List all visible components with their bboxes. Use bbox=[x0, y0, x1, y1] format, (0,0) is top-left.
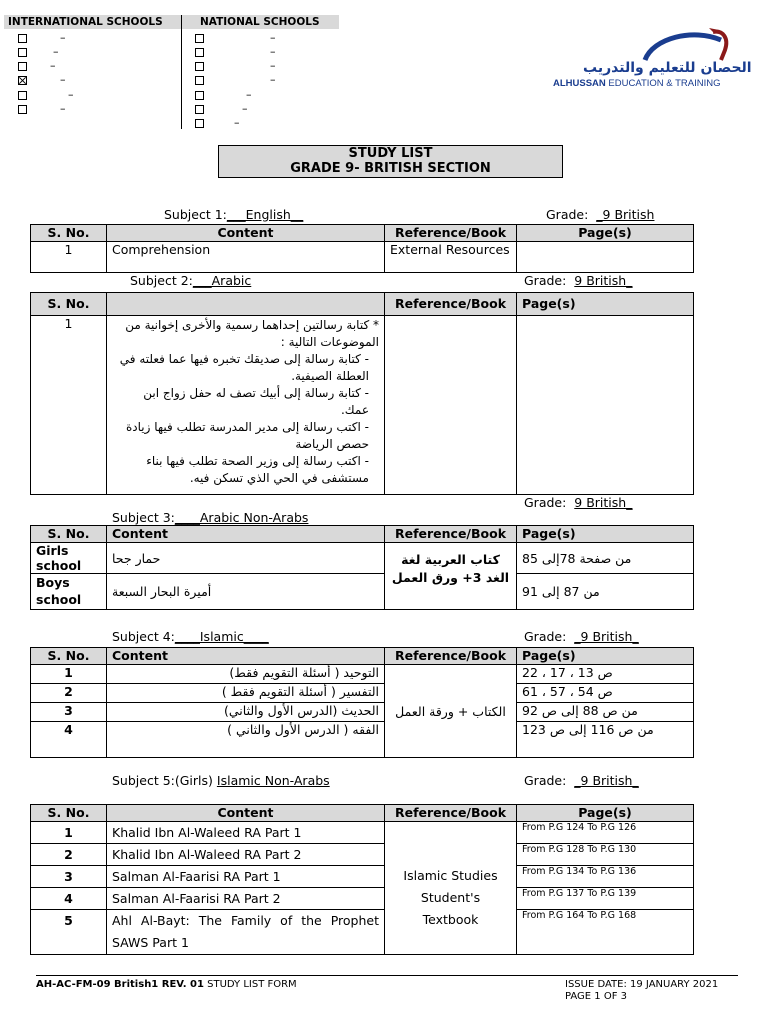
national-school-option-2 bbox=[195, 45, 276, 59]
dash-text: – bbox=[270, 73, 276, 86]
international-school-option-1 bbox=[18, 31, 66, 45]
arabic-item-3: - اكتب رسالة إلى مدير المدرسة تطلب فيها زيادة حصص الرياضة bbox=[126, 420, 369, 451]
header-sno: S. No. bbox=[31, 526, 107, 543]
cell-sno: 2 bbox=[31, 844, 107, 866]
subject-4-name: ____Islamic____ bbox=[174, 629, 269, 644]
grade-value: 9 British_ bbox=[574, 273, 633, 288]
table-row bbox=[31, 574, 694, 610]
cell-pages: From P.G 134 To P.G 136 bbox=[517, 866, 694, 888]
table-header-row bbox=[31, 225, 694, 242]
national-school-option-5 bbox=[195, 88, 252, 102]
checkbox-icon[interactable] bbox=[195, 105, 204, 114]
subject-1-line bbox=[164, 207, 303, 222]
table-row bbox=[31, 888, 694, 910]
table-row bbox=[31, 543, 694, 574]
subject-4-grade bbox=[524, 629, 639, 644]
title-line-2: GRADE 9- BRITISH SECTION bbox=[290, 161, 491, 176]
subject-2-table bbox=[30, 292, 694, 495]
dash-text: – bbox=[270, 45, 276, 58]
cell-pages: From P.G 164 To P.G 168 bbox=[517, 910, 694, 955]
header-content: Content bbox=[107, 526, 385, 543]
cell-pages: من 87 إلى 91 bbox=[517, 574, 694, 610]
national-school-option-4 bbox=[195, 73, 276, 87]
header-pages: Page(s) bbox=[517, 225, 694, 242]
header-pages: Page(s) bbox=[517, 805, 694, 822]
cell-content: Khalid Ibn Al-Waleed RA Part 2 bbox=[107, 844, 385, 866]
cell-sno: 4 bbox=[31, 722, 107, 758]
header-reference: Reference/Book bbox=[385, 526, 517, 543]
grade-label: Grade: bbox=[546, 207, 589, 222]
header-pages: Page(s) bbox=[517, 526, 694, 543]
checked-checkbox-icon[interactable] bbox=[18, 76, 27, 85]
table-row bbox=[31, 822, 694, 844]
cell-pages: ص 54 ، 57 ، 61 bbox=[517, 684, 694, 703]
arabic-item-1: - كتابة رسالة إلى صديقك تخبره فيها عما فعلته في العطلة الصيفية. bbox=[119, 352, 369, 383]
checkbox-icon[interactable] bbox=[18, 48, 27, 57]
international-schools-header bbox=[4, 15, 181, 29]
table-row bbox=[31, 684, 694, 703]
cell-content bbox=[107, 316, 385, 495]
document-title-box bbox=[218, 145, 563, 178]
national-schools-label: NATIONAL SCHOOLS bbox=[200, 16, 320, 28]
grade-label: Grade: bbox=[524, 273, 567, 288]
dash-text: – bbox=[53, 45, 59, 58]
subject-3-line bbox=[112, 510, 308, 525]
national-school-option-3 bbox=[195, 59, 276, 73]
cell-pages: From P.G 137 To P.G 139 bbox=[517, 888, 694, 910]
checkbox-icon[interactable] bbox=[18, 91, 27, 100]
header-reference: Reference/Book bbox=[385, 805, 517, 822]
cell-reference: External Resources bbox=[385, 242, 517, 273]
checkbox-icon[interactable] bbox=[195, 34, 204, 43]
arabic-item-4: - اكتب رسالة إلى وزير الصحة تطلب فيها بناء مستشفى في الحي الذي تسكن فيه. bbox=[146, 454, 369, 485]
reference-line-2: Student's bbox=[420, 890, 481, 905]
dash-text: – bbox=[50, 59, 56, 72]
cell-sno: 1 bbox=[31, 822, 107, 844]
schools-divider bbox=[181, 15, 182, 129]
cell-sno: 5 bbox=[31, 910, 107, 955]
footer-form-code bbox=[36, 979, 297, 990]
cell-sno: 3 bbox=[31, 703, 107, 722]
subject-5-grade bbox=[524, 773, 639, 788]
subject-2-name: ___Arabic bbox=[192, 273, 252, 288]
header-sno: S. No. bbox=[31, 225, 107, 242]
checkbox-icon[interactable] bbox=[18, 105, 27, 114]
cell-sno: 2 bbox=[31, 684, 107, 703]
table-row bbox=[31, 866, 694, 888]
cell-pages: من ص 88 إلى ص 92 bbox=[517, 703, 694, 722]
national-schools-header bbox=[182, 15, 339, 29]
footer-page-number: PAGE 1 OF 3 bbox=[565, 991, 628, 1002]
arabic-item-2: - كتابة رسالة إلى أبيك تصف له حفل زواج ابن عمك. bbox=[143, 386, 369, 417]
grade-value: _9 British_ bbox=[574, 773, 639, 788]
international-school-option-6 bbox=[18, 102, 66, 116]
cell-sno: Girls school bbox=[31, 543, 107, 574]
subject-1-name: ___English__ bbox=[226, 207, 304, 222]
cell-content: Salman Al-Faarisi RA Part 1 bbox=[107, 866, 385, 888]
header-pages: Page(s) bbox=[517, 648, 694, 665]
logo-english-bold: ALHUSSAN bbox=[553, 78, 606, 89]
header-content bbox=[107, 293, 385, 316]
grade-label: Grade: bbox=[524, 495, 567, 510]
cell-pages: From P.G 128 To P.G 130 bbox=[517, 844, 694, 866]
table-row bbox=[31, 665, 694, 684]
cell-content bbox=[107, 543, 385, 574]
grade-value: _9 British_ bbox=[574, 629, 639, 644]
table-header-row bbox=[31, 526, 694, 543]
table-row bbox=[31, 844, 694, 866]
subject-3-grade bbox=[524, 495, 632, 510]
header-content: Content bbox=[107, 805, 385, 822]
footer-form-name: STUDY LIST FORM bbox=[203, 979, 297, 990]
subject-5-label: Subject 5:(Girls) bbox=[112, 773, 217, 788]
alhussan-logo bbox=[553, 26, 752, 89]
table-row bbox=[31, 722, 694, 758]
cell-content: Khalid Ibn Al-Waleed RA Part 1 bbox=[107, 822, 385, 844]
grade-label: Grade: bbox=[524, 773, 567, 788]
logo-mark-icon bbox=[553, 26, 733, 62]
international-school-option-5 bbox=[18, 88, 74, 102]
reference-line-1: Islamic Studies bbox=[403, 868, 498, 883]
checkbox-icon[interactable] bbox=[195, 48, 204, 57]
subject-3-name: ____Arabic Non-Arabs bbox=[174, 510, 309, 525]
dash-text: – bbox=[60, 102, 66, 115]
international-school-option-3 bbox=[18, 59, 56, 73]
cell-content: Ahl Al-Bayt: The Family of the Prophet SAWS Part 1 bbox=[107, 910, 385, 955]
cell-pages: من ص 116 إلى ص 123 bbox=[517, 722, 694, 758]
cell-pages: من صفحة 78إلى 85 bbox=[517, 543, 694, 574]
cell-reference: كتاب العربية لغة الغد 3+ ورق العمل bbox=[385, 543, 517, 610]
cell-content bbox=[107, 574, 385, 610]
subject-4-label: Subject 4: bbox=[112, 629, 175, 644]
dash-text: – bbox=[68, 88, 74, 101]
cell-content: التفسير ( أسئلة التقويم فقط ) bbox=[107, 684, 385, 703]
table-row bbox=[31, 316, 694, 495]
footer-divider bbox=[36, 975, 738, 976]
checkbox-icon[interactable] bbox=[195, 76, 204, 85]
cell-reference bbox=[385, 316, 517, 495]
table-header-row bbox=[31, 805, 694, 822]
footer-code: AH-AC-FM-09 British1 REV. 01 bbox=[36, 979, 204, 990]
cell-content: الفقه ( الدرس الأول والثاني ) bbox=[107, 722, 385, 758]
content-text: أميرة البحار السبعة bbox=[112, 584, 212, 599]
header-sno: S. No. bbox=[31, 805, 107, 822]
cell-reference: الكتاب + ورقة العمل bbox=[385, 665, 517, 758]
grade-value: _9 British bbox=[596, 207, 655, 222]
content-text: حمار جحا bbox=[112, 550, 161, 566]
checkbox-icon[interactable] bbox=[195, 62, 204, 71]
national-school-option-6 bbox=[195, 102, 248, 116]
title-line-1: STUDY LIST bbox=[348, 146, 433, 161]
checkbox-icon[interactable] bbox=[18, 34, 27, 43]
logo-english-text bbox=[553, 78, 721, 89]
national-school-option-1 bbox=[195, 31, 276, 45]
checkbox-icon[interactable] bbox=[18, 62, 27, 71]
cell-sno: 3 bbox=[31, 866, 107, 888]
dash-text: – bbox=[60, 31, 66, 44]
international-schools-label: INTERNATIONAL SCHOOLS bbox=[8, 16, 163, 28]
header-reference: Reference/Book bbox=[385, 293, 517, 316]
subject-1-grade bbox=[546, 207, 654, 222]
table-row bbox=[31, 910, 694, 955]
cell-pages bbox=[517, 316, 694, 495]
logo-english-rest: EDUCATION & TRAINING bbox=[605, 78, 721, 89]
cell-content: الحديث (الدرس الأول والثاني) bbox=[107, 703, 385, 722]
cell-sno: Boys school bbox=[31, 574, 107, 610]
cell-sno: 4 bbox=[31, 888, 107, 910]
reference-line-3: Textbook bbox=[422, 912, 479, 927]
subject-2-line bbox=[130, 273, 251, 288]
subject-2-grade bbox=[524, 273, 632, 288]
subject-1-label: Subject 1: bbox=[164, 207, 227, 222]
table-row bbox=[31, 703, 694, 722]
cell-pages bbox=[517, 242, 694, 273]
cell-pages: ص 13 ، 17 ، 22 bbox=[517, 665, 694, 684]
cell-sno: 1 bbox=[31, 316, 107, 495]
header-content: Content bbox=[107, 225, 385, 242]
grade-label: Grade: bbox=[524, 629, 567, 644]
subject-2-label: Subject 2: bbox=[130, 273, 193, 288]
cell-content: التوحيد ( أسئلة التقويم فقط) bbox=[107, 665, 385, 684]
cell-reference bbox=[385, 822, 517, 955]
arabic-intro: * كتابة رسالتين إحداهما رسمية والأخرى إخوانية من الموضوعات التالية : bbox=[125, 318, 379, 349]
cell-sno: 1 bbox=[31, 242, 107, 273]
header-reference: Reference/Book bbox=[385, 648, 517, 665]
header-reference: Reference/Book bbox=[385, 225, 517, 242]
cell-content: Salman Al-Faarisi RA Part 2 bbox=[107, 888, 385, 910]
checkbox-icon[interactable] bbox=[195, 91, 204, 100]
dash-text: – bbox=[60, 73, 66, 86]
subject-5-table bbox=[30, 804, 694, 955]
header-pages: Page(s) bbox=[517, 293, 694, 316]
dash-text: – bbox=[242, 102, 248, 115]
table-header-row bbox=[31, 648, 694, 665]
subject-1-table bbox=[30, 224, 694, 273]
logo-arabic-text: الحصان للتعليم والتدريب bbox=[583, 60, 752, 76]
subject-4-table bbox=[30, 647, 694, 758]
subject-4-line bbox=[112, 629, 269, 644]
grade-value: 9 British_ bbox=[574, 495, 633, 510]
header-sno: S. No. bbox=[31, 648, 107, 665]
international-school-option-2 bbox=[18, 45, 59, 59]
international-school-option-4 bbox=[18, 73, 66, 87]
dash-text: – bbox=[270, 59, 276, 72]
cell-pages: From P.G 124 To P.G 126 bbox=[517, 822, 694, 844]
header-content: Content bbox=[107, 648, 385, 665]
table-header-row bbox=[31, 293, 694, 316]
checkbox-icon[interactable] bbox=[195, 119, 204, 128]
subject-5-name: Islamic Non-Arabs bbox=[216, 773, 330, 788]
subject-5-line bbox=[112, 773, 330, 788]
national-school-option-7 bbox=[195, 116, 240, 130]
dash-text: – bbox=[270, 31, 276, 44]
subject-3-table bbox=[30, 525, 694, 610]
footer-issue-date: ISSUE DATE: 19 JANUARY 2021 bbox=[565, 979, 719, 990]
cell-content: Comprehension bbox=[107, 242, 385, 273]
table-row bbox=[31, 242, 694, 273]
cell-sno: 1 bbox=[31, 665, 107, 684]
dash-text: – bbox=[246, 88, 252, 101]
subject-3-label: Subject 3: bbox=[112, 510, 175, 525]
dash-text: – bbox=[234, 116, 240, 129]
header-sno: S. No. bbox=[31, 293, 107, 316]
